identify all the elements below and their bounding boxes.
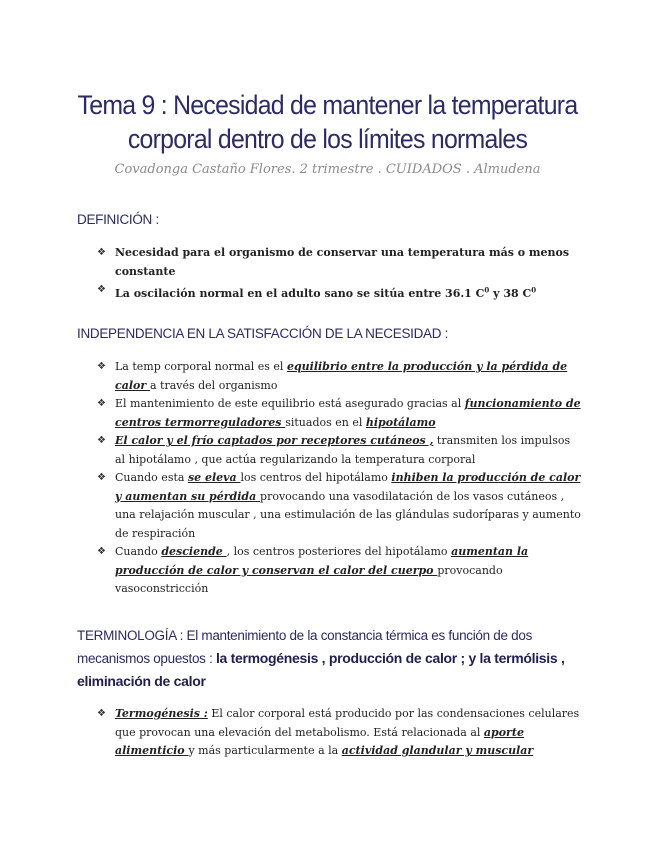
diamond-bullet-icon: ❖ [97,361,106,372]
list-item: ❖ El mantenimiento de este equilibrio está asegurado gracias al funcionamiento de centros termorreguladores situados en el hipotálamo [97,397,581,429]
list-item: ❖ Termogénesis : El calor corporal está producido por las condensaciones celulares que provocan una elevación del metabolismo. Está relacionada al aporte alimenticio y más particularmente a la actividad glandular y muscular [97,707,580,757]
independencia-list [97,358,582,599]
diamond-bullet-icon: ❖ [97,708,106,719]
list-item: ❖ Cuando desciende , los centros posteriores del hipotálamo aumentan la producción de calor y conservan el calor del cuerpo provocando vasoconstricción [97,545,529,595]
heading-definicion: DEFINICIÓN : [77,212,159,227]
list-item: ❖ Cuando esta se eleva los centros del hipotálamo inhiben la producción de calor y aumentan su pérdida provocando una vasodilatación de los vasos cutáneos , una relajación muscular , una estimulación de las glándulas sudoríparas y aumento de respiración [97,471,581,540]
page-title-line-2: corporal dentro de los límites normales [127,124,528,154]
list-item [97,281,582,303]
diamond-bullet-icon: ❖ [97,284,106,295]
diamond-bullet-icon: ❖ [97,435,106,446]
page-title-line-1: Tema 9 : Necesidad de mantener la temperatura [77,90,578,120]
list-item [97,244,582,281]
definicion-list [97,244,582,303]
page-subtitle: Covadonga Castaño Flores. 2 trimestre . CUIDADOS . Almudena [114,162,541,177]
list-item: ❖ La temp corporal normal es el equilibrio entre la producción y la pérdida de calor a través del organismo [97,360,568,392]
list-item: ❖ El calor y el frío captados por receptores cutáneos , transmiten los impulsos al hipotálamo , que actúa regularizando la temperatura corporal [97,434,571,466]
heading-terminologia: TERMINOLOGÍA : El mantenimiento de la constancia térmica es función de dos mecanismos opuestos : la termogénesis , producción de calor ; y la termólisis , eliminación de calor [77,628,565,689]
definicion-item-2: La oscilación normal en el adulto sano se sitúa entre 36.1 $C^0$ y 38 $C^0$ [115,285,537,300]
heading-independencia: INDEPENDENCIA EN LA SATISFACCIÓN DE LA NECESIDAD : [77,326,449,341]
diamond-bullet-icon: ❖ [97,398,106,409]
diamond-bullet-icon: ❖ [97,247,106,258]
diamond-bullet-icon: ❖ [97,472,106,483]
terminologia-list [97,705,582,761]
definicion-item-1: Necesidad para el organismo de conservar una temperatura más o menos constante [115,246,570,278]
diamond-bullet-icon: ❖ [97,546,106,557]
page-title [26,88,629,156]
